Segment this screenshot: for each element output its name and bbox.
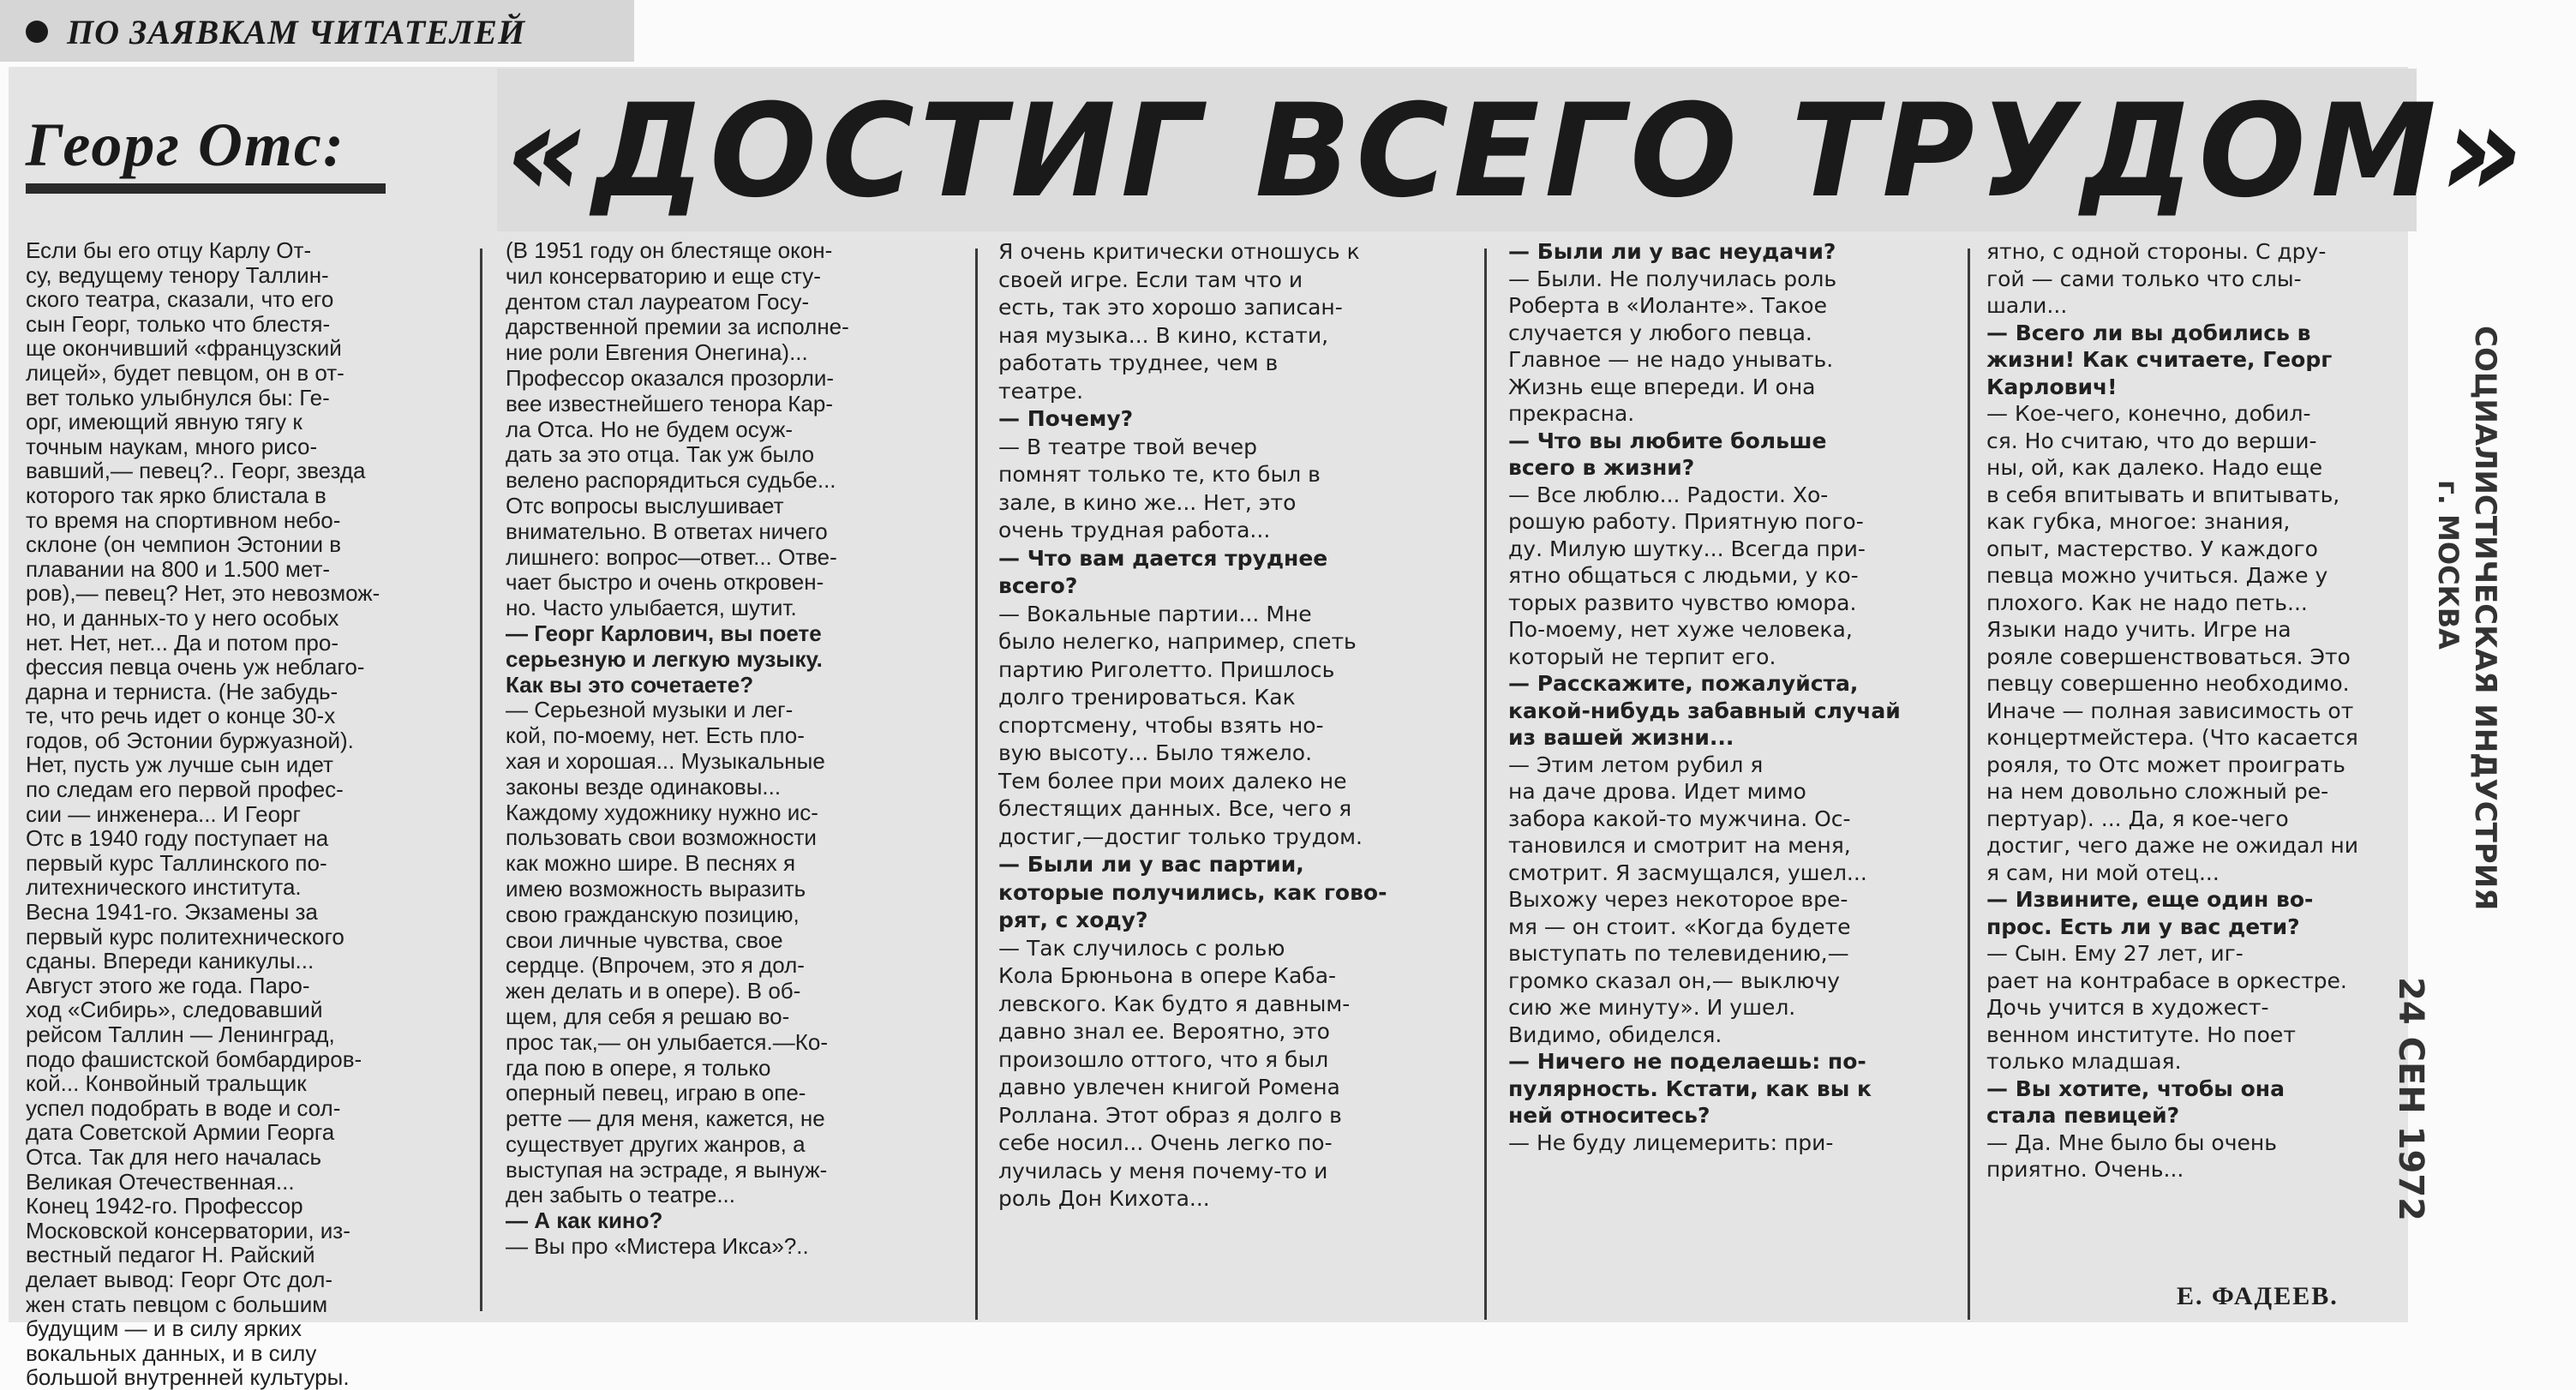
article-line: ретте — для меня, кажется, не [506, 1105, 825, 1132]
article-line: — Почему? [998, 406, 1134, 431]
article-line: себе носил... Очень легко по- [998, 1130, 1333, 1155]
article-line: вавший,— певец?.. Георг, звезда [26, 458, 366, 484]
article-line: блестящих данных. Все, чего я [998, 796, 1352, 821]
article-line: рят, с ходу? [998, 908, 1148, 932]
article-line: делает вывод: Георг Отс дол- [26, 1266, 333, 1292]
article-line: Отс в 1940 году поступает на [26, 825, 329, 852]
article-line: Главное — не надо унывать. [1508, 347, 1834, 372]
article-line: помнят только те, кто был в [998, 462, 1321, 487]
article-line: чает быстро и очень откровен- [506, 569, 824, 596]
article-line: существует других жанров, а [506, 1130, 806, 1157]
article-line: ся. Но считаю, что до верши- [1986, 428, 2317, 453]
article-line: лишнего: вопрос—ответ... Отве- [506, 543, 837, 570]
column-divider [1968, 249, 1970, 1320]
article-line: Как вы это сочетаете? [506, 671, 754, 698]
article-line: первый курс Таллинского по- [26, 849, 327, 876]
article-line: — Что вы любите больше [1508, 428, 1827, 453]
article-line: концертмейстера. (Что касается [1986, 725, 2358, 750]
article-line: точным наукам, много рисо- [26, 433, 318, 459]
article-line: пертуар). ... Да, я кое-чего [1986, 806, 2289, 831]
article-line: ход «Сибирь», следовавший [26, 997, 323, 1023]
article-line: которые получились, как гово- [998, 879, 1387, 905]
article-column-2 [506, 238, 951, 1260]
article-line: Языки надо учить. Игре на [1986, 617, 2291, 642]
article-line: произошло оттого, что я был [998, 1046, 1329, 1072]
archive-stamp-city: г. МОСКВА [2432, 480, 2465, 650]
article-line: Август этого же года. Паро- [26, 972, 310, 998]
article-line: имею возможность выразить [506, 875, 806, 902]
article-line: Жизнь еще впереди. И она [1508, 374, 1816, 399]
article-line: которого так ярко блистала в [26, 482, 326, 508]
article-line: ная музыка... В кино, кстати, [998, 322, 1329, 348]
article-line: — Серьезной музыки и лег- [506, 697, 794, 723]
article-line: рейсом Таллин — Ленинград, [26, 1022, 335, 1047]
article-line: ла Отса. Но не будем осуж- [506, 416, 794, 442]
archive-stamp-date: 24 СЕН 1972 [2391, 977, 2430, 1221]
article-line: ского театра, сказали, что его [26, 286, 334, 313]
article-line: рояле совершенствоваться. Это [1986, 644, 2351, 669]
article-line: ятно, с одной стороны. С дру- [1986, 239, 2327, 264]
article-line: подо фашистской бомбардиров- [26, 1045, 362, 1072]
article-line: дата Советской Армии Георга [26, 1119, 335, 1146]
rubric-title: ПО ЗАЯВКАМ ЧИТАТЕЛЕЙ [67, 13, 526, 51]
article-line: дентом стал лауреатом Госу- [506, 288, 810, 315]
article-line: Карлович! [1986, 374, 2118, 399]
article-line: ров),— певец? Нет, это невозмож- [26, 580, 380, 607]
article-line: Тем более при моих далеко не [998, 768, 1347, 794]
article-line: в себя впитывать и впитывать, [1986, 482, 2340, 507]
article-line: Нет, пусть уж лучше сын идет [26, 752, 333, 778]
article-line: щем, для себя я решаю во- [506, 1003, 790, 1029]
archive-stamp-source: СОЦИАЛИСТИЧЕСКАЯ ИНДУСТРИЯ [2468, 326, 2502, 911]
article-line: на нем довольно сложный ре- [1986, 779, 2329, 804]
article-column-4 [1508, 238, 1954, 1156]
article-line: хая и хорошая... Музыкальные [506, 747, 825, 774]
article-line: сердце. (Впрочем, это я дол- [506, 952, 805, 979]
article-line: то время на спортивном небо- [26, 506, 341, 533]
article-line: нет. Нет, нет... Да и потом про- [26, 629, 338, 656]
article-column-5 [1986, 238, 2432, 1183]
article-line: я сам, ни мой отец... [1986, 860, 2220, 885]
article-line: — Не буду лицемерить: при- [1508, 1129, 1834, 1155]
article-line: — Ничего не поделаешь: по- [1508, 1049, 1866, 1074]
article-line: рает на контрабасе в оркестре. [1986, 968, 2347, 993]
article-line: своей игре. Если там что и [998, 267, 1303, 292]
article-line: — Георг Карлович, вы поете [506, 620, 822, 646]
article-line: на даче дрова. Идет мимо [1508, 779, 1806, 804]
article-line: жен стать певцом с большим [26, 1291, 328, 1317]
article-line: — Расскажите, пожалуйста, [1508, 671, 1859, 696]
article-line: лучилась у меня почему-то и [998, 1158, 1328, 1183]
article-line: Конец 1942-го. Профессор [26, 1193, 303, 1219]
article-line: ятно общаться с людьми, у ко- [1508, 563, 1859, 588]
article-line: дарственной премии за исполне- [506, 314, 849, 340]
article-line: рояля, то Отс может проиграть [1986, 752, 2345, 777]
article-line: певцу совершенно необходимо. [1986, 671, 2350, 696]
article-line: но. Часто улыбается, шутит. [506, 595, 797, 621]
article-line: орг, имеющий явную тягу к [26, 409, 303, 435]
article-line: левского. Как будто я давным- [998, 991, 1351, 1016]
article-line: законы везде одинаковы... [506, 773, 782, 800]
article-line: — Так случилось с ролью [998, 935, 1285, 961]
byline: Георг Отс: [26, 111, 345, 179]
article-line: зале, в кино же... Нет, это [998, 489, 1297, 515]
article-line: давно знал ее. Вероятно, это [998, 1019, 1330, 1044]
article-line: есть, так это хорошо записан- [998, 295, 1343, 320]
article-line: вее известнейшего тенора Кар- [506, 390, 834, 416]
article-line: приятно. Очень... [1986, 1157, 2184, 1182]
article-line: — А как кино? [506, 1207, 663, 1234]
byline-underline [26, 183, 386, 194]
article-line: сию же минуту». И ушел. [1508, 995, 1796, 1020]
article-line: гой — сами только что слы- [1986, 266, 2302, 291]
article-line: — Вы про «Мистера Икса»?.. [506, 1233, 809, 1260]
article-line: Видимо, обиделся. [1508, 1022, 1722, 1047]
article-line: театре. [998, 378, 1084, 404]
column-divider [480, 249, 482, 1311]
article-line: давно увлечен книгой Ромена [998, 1075, 1340, 1099]
article-line: Дочь учится в художест- [1986, 995, 2269, 1020]
article-line: Иначе — полная зависимость от [1986, 698, 2354, 723]
article-line: опыт, мастерство. У каждого [1986, 536, 2318, 561]
article-line: сданы. Впереди каникулы... [26, 948, 315, 974]
article-line: плохого. Как не надо петь... [1986, 590, 2308, 615]
article-line: — Сын. Ему 27 лет, иг- [1986, 941, 2244, 966]
article-line: достиг,—достиг только трудом. [998, 824, 1363, 849]
article-line: прос. Есть ли у вас дети? [1986, 914, 2300, 939]
article-line: Я очень критически отношусь к [998, 239, 1360, 264]
article-line: Весна 1941-го. Экзамены за [26, 899, 318, 926]
article-line: жен делать и в опере). В об- [506, 978, 801, 1004]
article-line: партию Риголетто. Пришлось [998, 656, 1335, 682]
article-line: склоне (он чемпион Эстонии в [26, 531, 342, 558]
article-line: тановился и смотрит на меня, [1508, 833, 1851, 858]
article-line: — Этим летом рубил я [1508, 752, 1764, 777]
article-line: прекрасна. [1508, 401, 1635, 426]
article-line: мя — он стоит. «Когда будете [1508, 914, 1851, 939]
author-signature: Е. ФАДЕЕВ. [2177, 1282, 2339, 1310]
article-line: как можно шире. В песнях я [506, 850, 796, 877]
article-line: Великая Отечественная... [26, 1168, 295, 1195]
article-line: роль Дон Кихота... [998, 1186, 1210, 1211]
article-line: ден забыть о театре... [506, 1182, 735, 1208]
article-line: — Были ли у вас партии, [998, 852, 1304, 877]
article-line: су, ведущему тенору Таллин- [26, 261, 329, 288]
article-line: по следам его первой профес- [26, 776, 344, 803]
article-line: пользовать свои возможности [506, 824, 817, 851]
article-line: пулярность. Кстати, как вы к [1508, 1075, 1872, 1101]
article-line: Московской консерватории, из- [26, 1217, 350, 1243]
article-line: годов, об Эстонии буржуазной). [26, 727, 354, 753]
headline: «ДОСТИГ ВСЕГО ТРУДОМ» [506, 77, 2529, 226]
article-line: Роллана. Этот образ я долго в [998, 1102, 1342, 1128]
article-line: очень трудная работа... [998, 518, 1271, 542]
article-line: кой... Конвойный тральщик [26, 1070, 307, 1097]
column-divider [1484, 249, 1487, 1320]
article-line: Роберта в «Иоланте». Такое [1508, 293, 1827, 318]
article-line: дарна и терниста. (Не забудь- [26, 678, 338, 704]
article-line: ние роли Евгения Онегина)... [506, 339, 808, 366]
article-line: чил консерваторию и еще сту- [506, 262, 821, 289]
article-line: рошую работу. Приятную пого- [1508, 509, 1864, 534]
article-line: — Все люблю... Радости. Хо- [1508, 482, 1829, 507]
article-line: — Вы хотите, чтобы она [1986, 1075, 2285, 1101]
article-column-1 [26, 238, 471, 1390]
article-line: — Что вам дается труднее [998, 545, 1328, 571]
article-line: дать за это отца. Так уж было [506, 441, 815, 468]
article-line: (В 1951 году он блестяще окон- [506, 237, 833, 263]
article-line: Профессор оказался прозорли- [506, 364, 835, 391]
article-line: спортсмену, чтобы взять но- [998, 712, 1324, 738]
article-line: певца можно учиться. Даже у [1986, 563, 2328, 588]
article-line: Кола Брюньона в опере Каба- [998, 963, 1337, 988]
article-line: ще окончивший «французский [26, 335, 342, 362]
article-line: только младшая. [1986, 1049, 2182, 1074]
article-line: торых развито чувство юмора. [1508, 590, 1857, 615]
article-line: сии — инженера... И Георг [26, 800, 301, 827]
article-line: плавании на 800 и 1.500 мет- [26, 555, 331, 582]
article-line: те, что речь идет о конце 30-х [26, 703, 336, 729]
article-line: фессия певца очень уж неблаго- [26, 654, 365, 680]
article-line: было нелегко, например, спеть [998, 629, 1357, 654]
article-line: свои личные чувства, свое [506, 926, 783, 953]
article-line: вую высоту... Было тяжело. [998, 740, 1313, 765]
article-line: Каждому художнику нужно ис- [506, 799, 818, 825]
article-line: вокальных данных, и в силу [26, 1339, 317, 1366]
article-line: прос так,— он улыбается.—Ко- [506, 1028, 828, 1055]
article-line: Отс вопросы выслушивает [506, 492, 784, 518]
article-line: большой внутренней культуры. [26, 1364, 350, 1390]
article-line: выступая на эстраде, я вынуж- [506, 1156, 828, 1183]
article-line: Если бы его отцу Карлу От- [26, 237, 312, 263]
article-line: жизни! Как считаете, Георг [1986, 347, 2333, 372]
article-column-3 [998, 238, 1444, 1213]
article-line: лицей», будет певцом, он в от- [26, 359, 344, 386]
article-line: шали... [1986, 293, 2068, 318]
article-line: достиг, чего даже не ожидал ни [1986, 833, 2359, 858]
article-line: литехнического института. [26, 874, 302, 901]
article-line: — Были ли у вас неудачи? [1508, 239, 1836, 264]
article-line: первый курс политехнического [26, 923, 344, 950]
article-line: будущим — и в силу ярких [26, 1315, 303, 1342]
article-line: — Вокальные партии... Мне [998, 601, 1312, 626]
article-line: — Были. Не получилась роль [1508, 266, 1837, 291]
article-line: громко сказал он,— выключу [1508, 968, 1840, 993]
article-line: кой, по-моему, нет. Есть пло- [506, 722, 805, 749]
article-line: — Всего ли вы добились в [1986, 320, 2311, 345]
article-line: который не терпит его. [1508, 644, 1776, 669]
article-line: стала певицей? [1986, 1103, 2180, 1128]
article-line: оперный певец, играю в опе- [506, 1080, 806, 1106]
article-line: велено распорядиться судьбе... [506, 467, 836, 494]
article-line: вестный педагог Н. Райский [26, 1242, 315, 1268]
article-line: как губка, многое: знания, [1986, 509, 2291, 534]
article-line: работать труднее, чем в [998, 350, 1279, 375]
article-line: — Кое-чего, конечно, добил- [1986, 401, 2311, 426]
article-line: долго тренироваться. Как [998, 685, 1296, 710]
article-line: гда пою в опере, я только [506, 1054, 771, 1081]
column-divider [975, 249, 978, 1320]
article-line: ней относитесь? [1508, 1103, 1710, 1128]
article-line: свою гражданскую позицию, [506, 901, 800, 927]
article-line: внимательно. В ответах ничего [506, 518, 828, 544]
article-line: забора какой-то мужчина. Ос- [1508, 806, 1851, 831]
article-line: смотрит. Я засмущался, ушел... [1508, 860, 1867, 885]
article-line: ны, ой, как далеко. Надо еще [1986, 455, 2323, 480]
article-line: успел подобрать в воде и сол- [26, 1094, 341, 1121]
rubric-bullet [26, 21, 48, 43]
article-line: вет только улыбнулся бы: Ге- [26, 384, 330, 410]
article-line: — В театре твой вечер [998, 434, 1257, 459]
article-line: — Извините, еще один во- [1986, 887, 2314, 912]
article-line: всего в жизни? [1508, 455, 1695, 480]
article-line: случается у любого певца. [1508, 320, 1812, 345]
article-line: сын Георг, только что блестя- [26, 310, 331, 337]
article-line: Отса. Так для него началась [26, 1143, 322, 1170]
article-line: какой-нибудь забавный случай [1508, 698, 1901, 723]
article-line: Выхожу через некоторое вре- [1508, 887, 1848, 912]
article-line: выступать по телевидению,— [1508, 941, 1849, 966]
article-line: — Да. Мне было бы очень [1986, 1129, 2277, 1155]
article-line: серьезную и легкую музыку. [506, 645, 823, 672]
article-line: всего? [998, 573, 1078, 598]
article-line: из вашей жизни... [1508, 725, 1734, 750]
article-line: но, и данных-то у него особых [26, 604, 339, 631]
article-line: По-моему, нет хуже человека, [1508, 617, 1853, 642]
article-line: венном институте. Но поет [1986, 1022, 2296, 1047]
article-line: ду. Милую шутку... Всегда при- [1508, 536, 1866, 561]
